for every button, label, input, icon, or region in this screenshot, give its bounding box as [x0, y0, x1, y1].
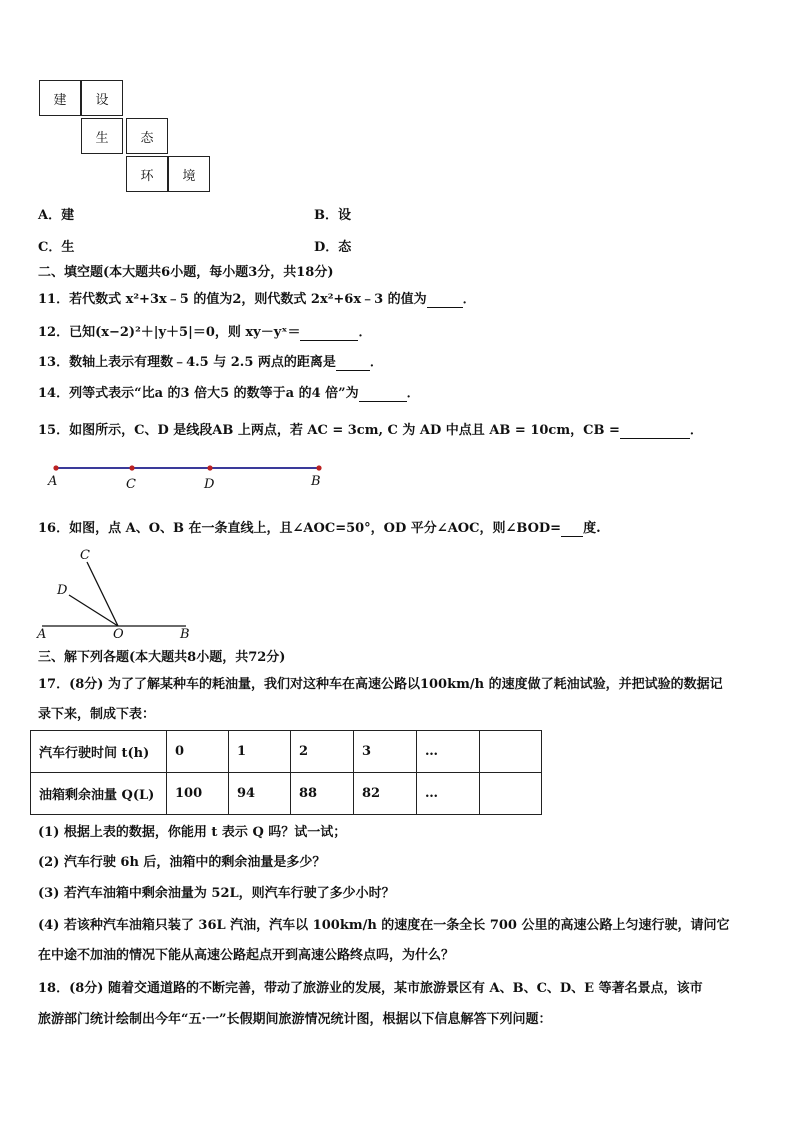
table-cell: …	[417, 773, 480, 815]
grid-cell-4: 态	[126, 118, 168, 154]
section-2-heading: 二、填空题(本大题共6小题，每小题3分，共18分)	[38, 265, 334, 280]
point-b-dot	[316, 465, 321, 470]
q12-end: ．	[358, 325, 372, 340]
point-c-dot	[129, 465, 134, 470]
label-b: B	[311, 474, 321, 489]
option-a: A．建	[38, 208, 75, 223]
table-cell	[480, 773, 542, 815]
question-15	[38, 423, 703, 439]
q17-sub-4-line-1: (4) 若该种汽车油箱只装了 36L 汽油，汽车以 100km/h 的速度在一条全长 700 公里的高速公路上匀速行驶，请问它	[38, 918, 730, 933]
point-a-dot	[53, 465, 58, 470]
q17-line-2: 录下来，制成下表：	[38, 707, 156, 722]
q15-blank	[620, 438, 690, 439]
question-13	[38, 355, 383, 371]
point-d-dot	[207, 465, 212, 470]
question-11	[38, 292, 476, 308]
q11-end: ．	[462, 292, 476, 307]
table-cell: 3	[354, 731, 417, 773]
label-b: B	[180, 627, 190, 642]
q17-sub-2: (2) 汽车行驶 6h 后，油箱中的剩余油量是多少？	[38, 855, 326, 870]
label-a: A	[48, 474, 58, 489]
question-12	[38, 325, 371, 341]
table-cell: 2	[291, 731, 354, 773]
q11-blank	[427, 307, 463, 308]
segment-figure	[40, 458, 340, 494]
label-d: D	[57, 583, 68, 598]
section-3-heading: 三、解下列各题(本大题共8小题，共72分)	[38, 650, 286, 665]
option-d: D．态	[314, 240, 352, 255]
table-header-cell: 油箱剩余油量 Q(L)	[31, 773, 167, 815]
option-c: C．生	[38, 240, 75, 255]
q13-blank	[336, 370, 370, 371]
q15-end: ．	[689, 423, 703, 438]
q13-end: ．	[369, 355, 383, 370]
label-c: C	[80, 548, 90, 563]
grid-cell-2: 设	[81, 80, 123, 116]
grid-cell-1: 建	[39, 80, 81, 116]
q12-text: 12．已知(x−2)²＋|y＋5|＝0，则 xy－yˣ＝	[38, 325, 301, 340]
q14-end: ．	[406, 386, 420, 401]
q16-blank	[561, 536, 583, 537]
label-c: C	[126, 477, 136, 492]
q17-sub-4-line-2: 在中途不加油的情况下能从高速公路起点开到高速公路终点吗，为什么？	[38, 948, 455, 963]
q16-text: 16．如图，点 A、O、B 在一条直线上，且∠AOC=50°，OD 平分∠AOC，则∠BOD=	[38, 521, 562, 536]
q17-sub-1: (1) 根据上表的数据，你能用 t 表示 Q 吗？试一试；	[38, 825, 347, 840]
table-cell: 82	[354, 773, 417, 815]
q16-end: 度.	[583, 521, 601, 536]
q14-blank	[359, 401, 407, 402]
q18-line-2: 旅游部门统计绘制出今年“五·一”长假期间旅游情况统计图，根据以下信息解答下列问题：	[38, 1012, 552, 1027]
table-cell: 100	[167, 773, 229, 815]
q17-sub-3: (3) 若汽车油箱中剩余油量为 52L，则汽车行驶了多少小时？	[38, 886, 395, 901]
label-o: O	[113, 627, 124, 642]
option-b: B．设	[314, 208, 351, 223]
label-d: D	[204, 477, 215, 492]
table-cell: 88	[291, 773, 354, 815]
question-14	[38, 386, 420, 402]
table-row	[31, 773, 542, 815]
q12-blank	[300, 340, 358, 341]
grid-cell-3: 生	[81, 118, 123, 154]
q11-text: 11．若代数式 x²+3x﹣5 的值为2，则代数式 2x²+6x﹣3 的值为	[38, 292, 427, 307]
table-cell: 94	[229, 773, 291, 815]
grid-cell-6: 境	[168, 156, 210, 192]
angle-figure	[34, 545, 194, 643]
q15-text: 15．如图所示，C、D 是线段AB 上两点，若 AC = 3cm, C 为 AD 中点且 AB = 10cm，CB =	[38, 423, 620, 438]
grid-cell-5: 环	[126, 156, 168, 192]
table-row	[31, 731, 542, 773]
fuel-table	[30, 730, 542, 815]
table-cell: 1	[229, 731, 291, 773]
q14-text: 14．列等式表示“比a 的3 倍大5 的数等于a 的4 倍”为	[38, 386, 359, 401]
table-cell: …	[417, 731, 480, 773]
table-header-cell: 汽车行驶时间 t(h)	[31, 731, 167, 773]
question-16	[38, 521, 601, 537]
label-a: A	[37, 627, 47, 642]
table-cell	[480, 731, 542, 773]
q17-line-1: 17．(8分) 为了了解某种车的耗油量，我们对这种车在高速公路以100km/h 的速度做了耗油试验，并把试验的数据记	[38, 677, 723, 692]
q18-line-1: 18．(8分) 随着交通道路的不断完善，带动了旅游业的发展，某市旅游景区有 A、B、C、D、E 等著名景点，该市	[38, 981, 703, 996]
table-cell: 0	[167, 731, 229, 773]
q13-text: 13．数轴上表示有理数﹣4.5 与 2.5 两点的距离是	[38, 355, 336, 370]
